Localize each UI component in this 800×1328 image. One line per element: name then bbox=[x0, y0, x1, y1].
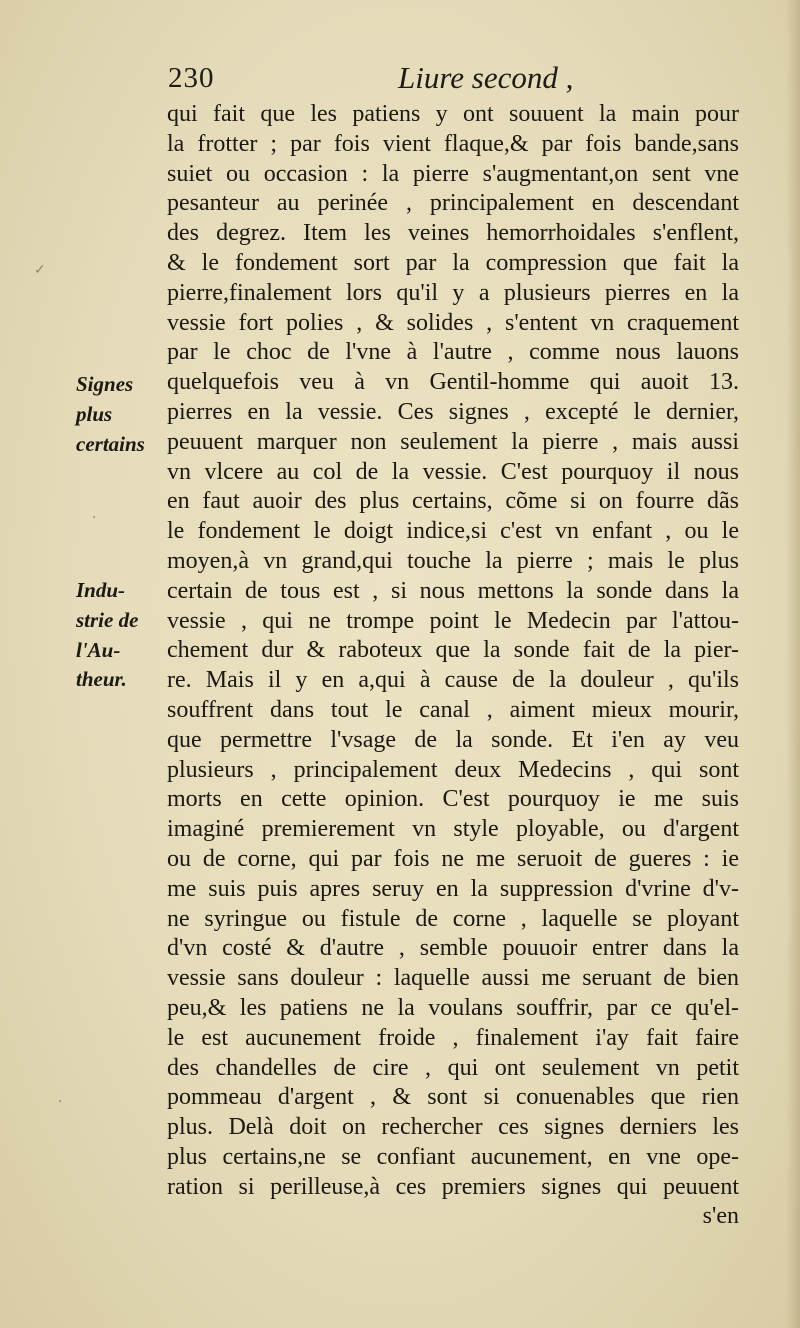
margin-note-line: theur. bbox=[76, 667, 127, 692]
text-line: certain de tous est , si nous mettons la sonde dans la bbox=[167, 577, 739, 604]
text-line: vessie sans douleur : laquelle aussi me seruant de bien bbox=[167, 965, 739, 992]
text-line: plusieurs , principalement deux Medecins , qui sont bbox=[167, 756, 739, 783]
text-line: vn vlcere au col de la vessie. C'est pourquoy il nous bbox=[167, 458, 739, 485]
text-line: suiet ou occasion : la pierre s'augmentant,on sent vne bbox=[167, 160, 739, 187]
text-line: plus certains,ne se confiant aucunement, en vne ope- bbox=[167, 1143, 739, 1170]
text-line: s'en bbox=[702, 1203, 739, 1230]
page-header bbox=[168, 58, 608, 98]
margin-note-line: plus bbox=[76, 401, 113, 426]
text-line: peuuent marquer non seulement la pierre , mais aussi bbox=[167, 428, 739, 455]
text-line: par le choc de l'vne à l'autre , comme nous lauons bbox=[167, 339, 739, 366]
text-line: plus. Delà doit on rechercher ces signes derniers les bbox=[167, 1114, 739, 1141]
text-line: re. Mais il y en a,qui à cause de la douleur , qu'ils bbox=[167, 667, 739, 694]
margin-note-line: strie de bbox=[76, 607, 139, 632]
margin-note-line: certains bbox=[76, 431, 145, 456]
text-line: que permettre l'vsage de la sonde. Et i'en ay veu bbox=[167, 726, 739, 753]
text-line: qui fait que les patiens y ont souuent la main pour bbox=[167, 101, 739, 127]
text-line: ne syringue ou fistule de corne , laquelle se ployant bbox=[167, 905, 739, 932]
text-line: des chandelles de cire , qui ont seulement vn petit bbox=[167, 1054, 739, 1081]
text-line: pommeau d'argent , & sont si conuenables que rien bbox=[167, 1084, 739, 1111]
text-line: morts en cette opinion. C'est pourquoy ie me suis bbox=[167, 786, 739, 813]
text-line: imaginé premierement vn style ployable, ou d'argent bbox=[167, 816, 739, 843]
text-line: pierres en la vessie. Ces signes , excepté le dernier, bbox=[167, 398, 739, 425]
text-line: la frotter ; par fois vient flaque,& par fois bande,sans bbox=[167, 130, 739, 157]
page-number: 230 bbox=[168, 62, 215, 94]
running-head: Liure second , bbox=[398, 60, 574, 95]
text-line: d'vn costé & d'autre , semble pouuoir entrer dans la bbox=[167, 935, 739, 962]
text-line: moyen,à vn grand,qui touche la pierre ; mais le plus bbox=[167, 547, 739, 574]
text-line: en faut auoir des plus certains, cõme si on fourre dãs bbox=[167, 488, 739, 515]
text-line: me suis puis apres seruy en la suppression d'vrine d'v- bbox=[167, 875, 739, 902]
margin-note-line: Indu- bbox=[76, 578, 126, 602]
text-line: des degrez. Item les veines hemorrhoidales s'enflent, bbox=[167, 220, 739, 247]
text-line: ration si perilleuse,à ces premiers signes qui peuuent bbox=[167, 1173, 739, 1200]
text-line: vessie fort polies , & solides , s'entent vn craquement bbox=[167, 309, 739, 336]
text-line: peu,& les patiens ne la voulans souffrir, par ce qu'el- bbox=[167, 994, 739, 1021]
body-text bbox=[167, 100, 739, 1232]
margin-note-line: l'Au- bbox=[76, 637, 121, 662]
text-line: pesanteur au perinée , principalement en descendant bbox=[167, 190, 739, 217]
text-line: pierre,finalement lors qu'il y a plusieurs pierres en la bbox=[167, 279, 739, 306]
text-line: le est aucunement froide , finalement i'ay fait faire bbox=[167, 1024, 739, 1051]
text-line: vessie , qui ne trompe point le Medecin par l'attou- bbox=[167, 607, 739, 634]
page-edge-shadow bbox=[786, 0, 800, 1328]
margin-note-signes bbox=[76, 370, 166, 459]
text-line: chement dur & raboteux que la sonde fait de la pier- bbox=[167, 637, 739, 664]
text-line: le fondement le doigt indice,si c'est vn enfant , ou le bbox=[167, 518, 739, 545]
paper-speck: ✓ bbox=[34, 262, 46, 278]
text-line: & le fondement sort par la compression que fait la bbox=[167, 249, 739, 276]
paper-speck: · bbox=[92, 510, 97, 526]
text-line: souffrent dans tout le canal , aiment mieux mourir, bbox=[167, 696, 739, 723]
margin-note-line: Signes bbox=[76, 372, 134, 396]
paper-speck: · bbox=[58, 1094, 63, 1110]
text-line: ou de corne, qui par fois ne me seruoit de gueres : ie bbox=[167, 845, 739, 872]
margin-note-industrie bbox=[76, 576, 166, 695]
text-line: quelquefois veu à vn Gentil-homme qui auoit 13. bbox=[167, 369, 739, 396]
